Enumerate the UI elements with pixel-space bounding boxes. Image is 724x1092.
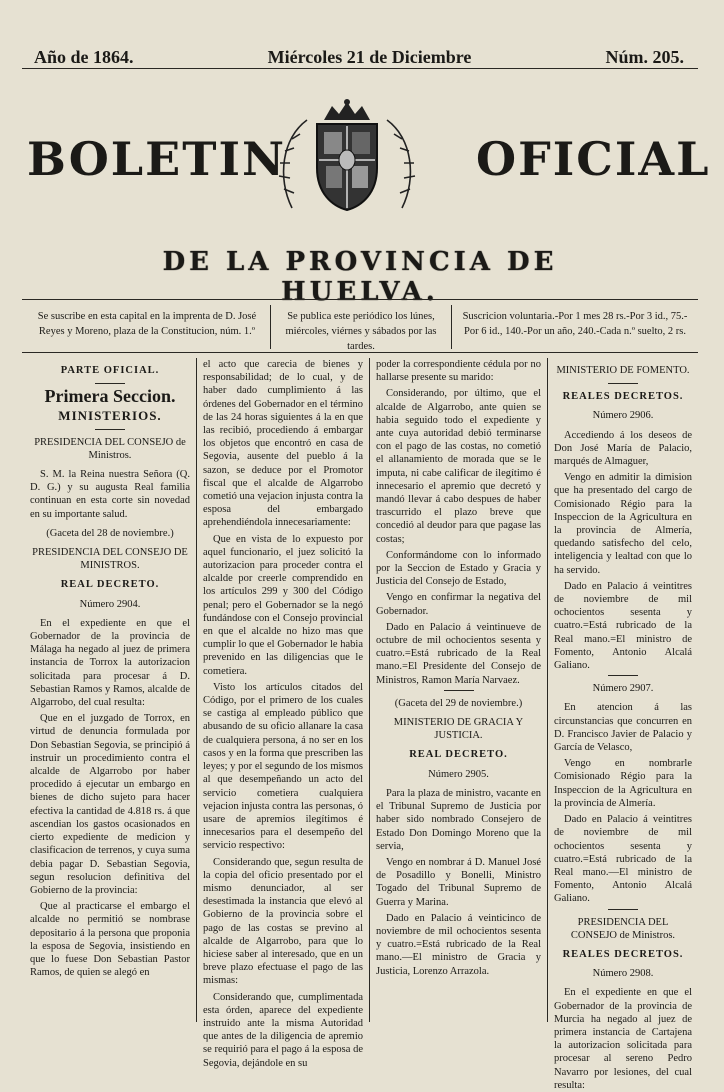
paragraph: S. M. la Reina nuestra Señora (Q. D. G.) y su augusta Real familia continuan en esta corte sin novedad en su importante salud. bbox=[30, 469, 190, 520]
primera-seccion-heading: Primera Seccion. bbox=[44, 386, 176, 407]
decreto-heading: REAL DECRETO. bbox=[409, 749, 508, 761]
decree-number: Número 2905. bbox=[428, 768, 489, 780]
decreto-heading: REAL DECRETO. bbox=[60, 579, 160, 591]
paragraph: Visto los artículos citados del Código, por el primero de los cuales se castiga al empleado público que abusando de su oficio allanare la casa de cualquiera persona, á no ser en los casos y en la forma que prescriben las leyes; y por el segundo de los mismos al que desempeñando un acto del servicio cometiera cualquiera vejacion injusta contra las personas, ó usare de apremios ilegítimos é innecesarios para el desempeño del servicio respectivo: bbox=[203, 681, 363, 852]
presidencia-heading-2: PRESIDENCIA DEL CONSEJO DE MINISTROS. bbox=[32, 547, 188, 572]
column-4 bbox=[547, 358, 698, 1091]
paragraph: Para la plaza de ministro, vacante en el Tribunal Supremo de Justicia por haber sido nombrado Consejero de Estado Don Domingo Moreno que la servia, bbox=[376, 787, 541, 852]
paragraph: poder la correspondiente cédula por no hallarse presente su marido: bbox=[376, 359, 541, 384]
presidencia-heading: PRESIDENCIA DEL CONSEJO de Ministros. bbox=[34, 436, 186, 461]
paragraph: Considerando, por último, que el alcalde de Algarrobo, ante quien se habia seguido todo el expediente y ante cuya autoridad debió terminarse con el pago de las costas, no cometió el allanamiento de morada que se le imputa, ni cabe calificar de ilegítimo é innecesario el apremio que decretó y mandó llevar á cabo despues de haber trascurrido el plazo breve que concedió al deudor para que pagase las costas; bbox=[376, 388, 541, 545]
presidencia-heading: PRESIDENCIA DEL CONSEJO de Ministros. bbox=[570, 916, 676, 941]
paragraph: En atencion á las circunstancias que concurren en D. Francisco Javier de Palacio y García de Velasco, bbox=[554, 702, 692, 754]
paragraph: Vengo en admitir la dimision que ha presentado del cargo de Comisionado Régio para la Inspeccion de la Agricultura en la provincia de Almería, quedando satisfecho del celo, inteligencia y lealtad con que lo ha servido. bbox=[554, 472, 692, 576]
decree-number: Número 2904. bbox=[79, 598, 141, 610]
decree-number: Número 2906. bbox=[592, 410, 654, 422]
bottom-rule bbox=[22, 352, 698, 353]
subscription-place: Se suscribe en esta capital en la imprenta de D. José Reyes y Moreno, plaza de la Constitucion, núm. 1.º bbox=[37, 311, 257, 337]
ministerios-heading: MINISTERIOS. bbox=[58, 408, 162, 424]
paragraph: Que al practicarse el embargo el alcalde no permitió se nombrase depositario á la persona que proponia la esposa de Segovia, insistiendo en que lo fuese Don Sebastian Pastor Ramos, de quien se alegó en bbox=[30, 901, 190, 979]
paragraph: Conformándome con lo informado por la Seccion de Estado y Gracia y Justicia del Consejo de Estado, bbox=[376, 549, 541, 588]
paragraph: En el expediente en que el Gobernador de la provincia de Málaga ha negado al juez de primera instancia de Torrox la autorizacion solicitada para procesar á D. Sebastian Ramos y Ramos, alcalde de Algarrobo, del cual resulta: bbox=[30, 617, 190, 709]
paragraph: Que en vista de lo expuesto por aquel funcionario, el juez solicitó la autorizacion para proceder contra el alcalde por creerle comprendido en los artículos 299 y 300 del Código penal; pero el Gobernador se la negó fundándose con el Consejo provincial en que el alcalde no hizo mas que cumplir lo que el Gobernador le habia prevenido en las diligencias que le cometiera. bbox=[203, 533, 363, 677]
masthead-date-row bbox=[34, 38, 684, 68]
parte-oficial-heading: PARTE OFICIAL. bbox=[60, 365, 160, 376]
divider bbox=[608, 383, 638, 384]
column-3 bbox=[369, 358, 547, 1022]
subscription-prices: Suscricion voluntaria.-Por 1 mes 28 rs.-Por 3 id., 75.-Por 6 id., 140.-Por un año, 240.-Cada n.º suelto, 2 rs. bbox=[451, 305, 698, 349]
divider bbox=[608, 909, 638, 910]
column-1 bbox=[24, 358, 196, 1022]
subscription-schedule: Se publica este periódico los lúnes, miércoles, viérnes y sábados por las tardes. bbox=[270, 305, 451, 349]
paragraph: Dado en Palacio á veintitres de noviembre de mil ochocientos sesenta y cuatro.=Está rubricado de la Real mano.—El ministro de Fomento, Antonio Alcalá Galiano. bbox=[554, 814, 692, 905]
decree-number: Número 2908. bbox=[592, 968, 654, 980]
paragraph: Vengo en nombrar á D. Manuel José de Posadillo y Bonelli, Ministro Togado del Tribunal Supremo de Guerra y Marina. bbox=[376, 856, 541, 908]
paragraph: el acto que carecia de bienes y responsabilidad; de lo cual, y de haber dado cumplimiento á las órdenes del Gobernador en el término de las 24 horas siguientes á la en que las recibió, procediendo á embargar los objetos que encontró en casa de Segovia, ausente del pueblo á la sazon, se deduce por el Promotor fiscal que el alcalde de Algarrobo cometió una vejacion injusta contra la esposa del embargado aprehendiéndola innecesariamente: bbox=[203, 359, 363, 529]
gaceta-note: (Gaceta del 28 de noviembre.) bbox=[46, 527, 174, 539]
divider bbox=[95, 383, 125, 384]
year-label: Año de 1864. bbox=[34, 47, 134, 67]
paragraph: Considerando que, cumplimentada esta órden, aparece del expediente instruido ante la misma Autoridad que antes de la diligencia de apremio se requirió para el pago á la esposa de Segovia, dejándole en su bbox=[203, 991, 363, 1069]
masthead-rule bbox=[22, 68, 698, 69]
decree-number: Número 2907. bbox=[592, 683, 654, 695]
divider bbox=[95, 429, 125, 430]
date-label: Miércoles 21 de Diciembre bbox=[267, 47, 472, 67]
top-rule bbox=[22, 299, 698, 300]
paragraph: En el expediente en que el Gobernador de la provincia de Murcia ha negado al juez de primera instancia de Cartajena la autorizacion solicitada para procesar al sereno Pedro Navarro por lesiones, del cual resulta: bbox=[554, 987, 692, 1091]
paragraph: Dado en Palacio á veintinueve de octubre de mil ochocientos sesenta y cuatro.=Está rubricado de la Real mano.=El Presidente del Consejo de Ministros, Ramon María Narvaez. bbox=[376, 621, 541, 686]
paragraph: Dado en Palacio á veintitres de noviembre de mil ochocientos sesenta y cuatro.=Está rubricado de la Real mano.=El ministro de Fomento, Antonio Alcalá Galiano. bbox=[554, 580, 692, 672]
paragraph: Vengo en confirmar la negativa del Gobernador. bbox=[376, 592, 541, 617]
royal-crest-icon bbox=[272, 98, 422, 220]
ministerio-heading: MINISTERIO DE GRACIA Y JUSTICIA. bbox=[393, 717, 524, 742]
paragraph: Que en el juzgado de Torrox, en virtud de denuncia formulada por Don Sebastian Segovia, se principió á instruir un procedimiento contra el alcalde de Algarrobo por haber procedido á ejecutar un embargo en bienes de dicho sujeto para hacer efectiva la cantidad de 4.818 rs. á que ascendian los gastos ocasionados en cierto expediente de medicion y clasificacion de terrenos, y cuya suma debia pagar D. Sebastian Segovia, segun resolucion definitiva del Gobierno de la provincia: bbox=[30, 713, 190, 896]
decretos-heading: REALES DECRETOS. bbox=[562, 391, 684, 403]
subscription-row bbox=[24, 305, 698, 352]
newspaper-subtitle: DE LA PROVINCIA DE HUELVA. bbox=[162, 247, 558, 307]
title-left: BOLETIN bbox=[27, 132, 287, 186]
paragraph: Vengo en nombrarle Comisionado Régio para la Inspeccion de la Agricultura en la provincia de Almería. bbox=[554, 758, 692, 809]
paragraph: Dado en Palacio á veinticinco de noviembre de mil ochocientos sesenta y cuatro.=Está rubricado de la Real mano.—El ministro de Gracia y Justicia, Lorenzo Arrazola. bbox=[376, 912, 541, 977]
paragraph: Accediendo á los deseos de Don José María de Palacio, marqués de Almaguer, bbox=[554, 429, 692, 468]
divider bbox=[608, 675, 638, 676]
gaceta-note: (Gaceta del 29 de noviembre.) bbox=[394, 697, 523, 709]
divider bbox=[444, 690, 474, 691]
paragraph: Considerando que, segun resulta de la copia del oficio presentado por el mismo denunciador, al ser desestimada la instancia que elevó al Gobierno de la provincia sobre el pago de las costas se previno al alcalde de Algarrobo, para que lo hiciese saber al interesado, que en un breve plazo efectuase el pago de las mismas: bbox=[203, 856, 363, 987]
article-columns bbox=[24, 358, 698, 1091]
issue-number: Núm. 205. bbox=[605, 47, 684, 67]
decretos-heading: REALES DECRETOS. bbox=[562, 948, 684, 960]
title-right: OFICIAL bbox=[476, 132, 711, 186]
column-2 bbox=[196, 358, 369, 1069]
ministerio-heading: MINISTERIO DE FOMENTO. bbox=[556, 365, 690, 376]
